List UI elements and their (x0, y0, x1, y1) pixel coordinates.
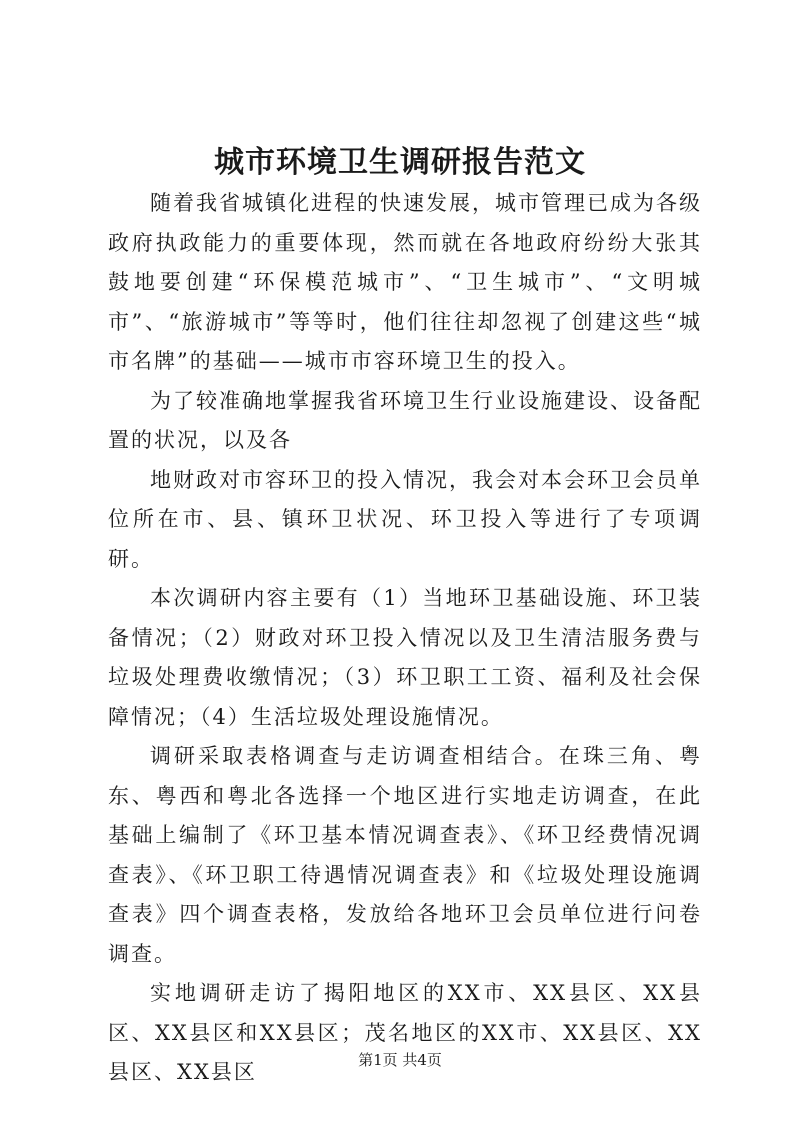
document-title: 城市环境卫生调研报告范文 (214, 145, 586, 180)
paragraph-finance: 地财政对市容环卫的投入情况，我会对本会环卫会员单位所在市、县、镇环卫状况、环卫投入等进行了专项调研。 (108, 467, 702, 571)
document-body (108, 184, 702, 1093)
paragraph-purpose: 为了较准确地掌握我省环境卫生行业设施建设、设备配置的状况，以及各 (108, 388, 702, 452)
paragraph-field-visit: 实地调研走访了揭阳地区的XX市、XX县区、XX县区、XX县区和XX县区；茂名地区的XX市、XX县区、XX县区、XX县区 (108, 981, 702, 1084)
paragraph-intro: 随着我省城镇化进程的快速发展，城市管理已成为各级政府执政能力的重要体现，然而就在各地政府纷纷大张其鼓地要创建“环保模范城市”、“卫生城市”、“文明城市”、“旅游城市”等等时，他们往往却忽视了创建这些“城市名牌”的基础——城市市容环境卫生的投入。 (108, 191, 702, 373)
paragraph-content: 本次调研内容主要有（1）当地环卫基础设施、环卫装备情况；（2）财政对环卫投入情况以及卫生清洁服务费与垃圾处理费收缴情况；（3）环卫职工工资、福利及社会保障情况；（4）生活垃圾处理设施情况。 (108, 586, 702, 729)
page-number: 第1页 共4页 (358, 1051, 442, 1069)
paragraph-method: 调研采取表格调查与走访调查相结合。在珠三角、粤东、粤西和粤北各选择一个地区进行实地走访调查，在此基础上编制了《环卫基本情况调查表》、《环卫经费情况调查表》、《环卫职工待遇情况调查表》和《垃圾处理设施调查表》四个调查表格，发放给各地环卫会员单位进行问卷调查。 (108, 744, 702, 966)
